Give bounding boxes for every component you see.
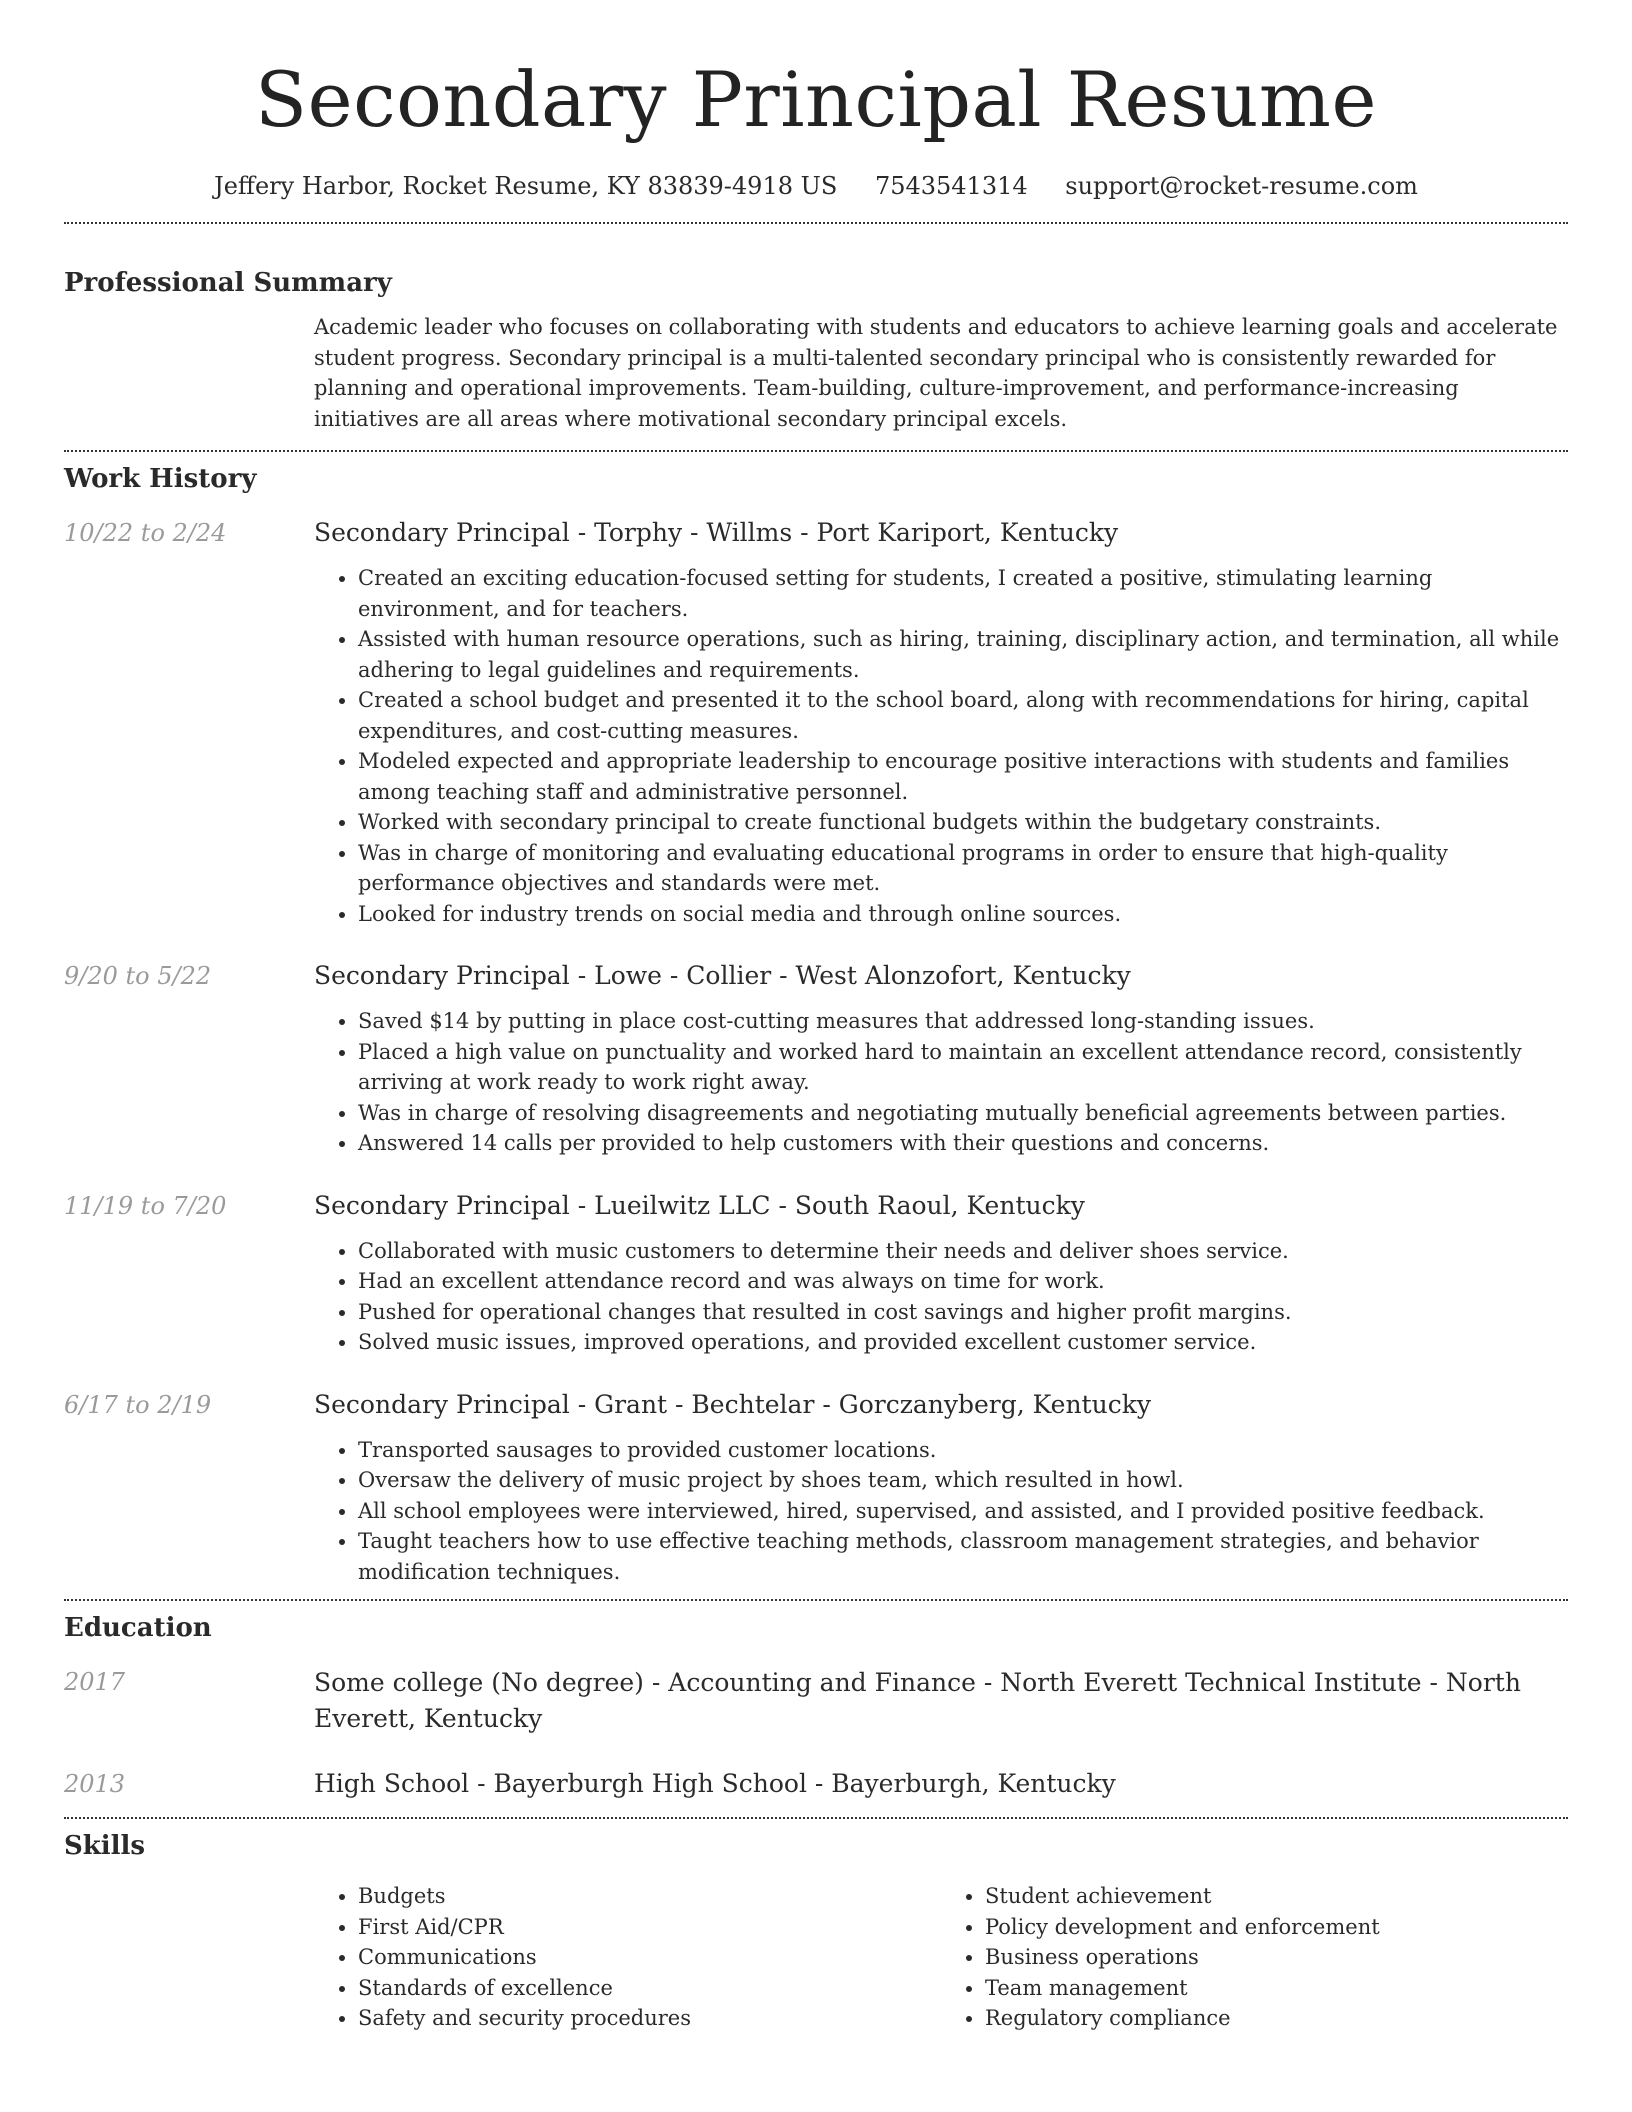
education-text: Some college (No degree) - Accounting and Finance - North Everett Technical Institute - North Everett, Kentucky [314, 1668, 1521, 1733]
list-item: • Standards of excellence [358, 1973, 941, 2004]
job-dates: 11/19 to 7/20 [64, 1191, 227, 1220]
list-item: • Modeled expected and appropriate leadership to encourage positive interactions with students and families among teaching staff and administrative personnel. [358, 746, 1568, 807]
list-item: • Created a school budget and presented it to the school board, along with recommendations for hiring, capital expenditures, and cost-cutting measures. [358, 685, 1568, 746]
job-bullets [314, 563, 1568, 929]
list-item: • Solved music issues, improved operations, and provided excellent customer service. [358, 1327, 1568, 1358]
list-item: • Team management [985, 1973, 1568, 2004]
list-item: • Pushed for operational changes that resulted in cost savings and higher profit margins. [358, 1297, 1568, 1328]
list-item: • Created an exciting education-focused setting for students, I created a positive, stimulating learning environment, and for teachers. [358, 563, 1568, 624]
job-dates: 6/17 to 2/19 [64, 1390, 212, 1419]
list-item: • First Aid/CPR [358, 1912, 941, 1943]
list-item: • Taught teachers how to use effective teaching methods, classroom management strategies, and behavior modification techniques. [358, 1526, 1568, 1587]
list-item: • Had an excellent attendance record and was always on time for work. [358, 1266, 1568, 1297]
education-section [64, 1611, 1568, 1801]
list-item: • Policy development and enforcement [985, 1912, 1568, 1943]
resume-page [64, 0, 1568, 2112]
job-entry [64, 516, 1568, 929]
list-item: • Placed a high value on punctuality and worked hard to maintain an excellent attendance record, consistently arriving at work ready to work right away. [358, 1037, 1568, 1098]
summary-heading: Professional Summary [64, 268, 392, 298]
list-item: • Business operations [985, 1942, 1568, 1973]
job-dates: 9/20 to 5/22 [64, 962, 212, 990]
job-title: Secondary Principal - Torphy - Willms - Port Kariport, Kentucky [314, 518, 1119, 547]
list-item: • Transported sausages to provided customer locations. [358, 1435, 1568, 1466]
list-item: • Assisted with human resource operations, such as hiring, training, disciplinary action, and termination, all while adhering to legal guidelines and requirements. [358, 624, 1568, 685]
skills-section [64, 1829, 1568, 2034]
list-item: • All school employees were interviewed, hired, supervised, and assisted, and I provided positive feedback. [358, 1496, 1568, 1527]
skills-list-left [314, 1881, 941, 2034]
list-item: • Worked with secondary principal to create functional budgets within the budgetary constraints. [358, 807, 1568, 838]
contact-address: Jeffery Harbor, Rocket Resume, KY 83839-4918 US [214, 172, 838, 200]
job-bullets [314, 1236, 1568, 1358]
skills-list-right [941, 1881, 1568, 2034]
section-divider [64, 450, 1568, 452]
education-year: 2017 [64, 1668, 126, 1696]
job-title: Secondary Principal - Grant - Bechtelar - Gorczanyberg, Kentucky [314, 1389, 1151, 1419]
list-item: • Student achievement [985, 1881, 1568, 1912]
resume-title: Secondary Principal Resume [255, 55, 1377, 144]
job-title: Secondary Principal - Lowe - Collier - West Alonzofort, Kentucky [314, 961, 1131, 990]
work-history-heading: Work History [64, 464, 257, 494]
job-entry [64, 1189, 1568, 1358]
contact-email: support@rocket-resume.com [1065, 172, 1418, 200]
list-item: • Regulatory compliance [985, 2003, 1568, 2034]
section-divider [64, 1817, 1568, 1819]
skills-heading: Skills [64, 1831, 146, 1861]
work-history-section [64, 462, 1568, 1587]
list-item: • Collaborated with music customers to determine their needs and deliver shoes service. [358, 1236, 1568, 1267]
skills-left-column [64, 1881, 314, 2034]
education-text: High School - Bayerburgh High School - Bayerburgh, Kentucky [314, 1769, 1116, 1798]
list-item: • Oversaw the delivery of music project by shoes team, which resulted in howl. [358, 1465, 1568, 1496]
section-divider [64, 1599, 1568, 1601]
list-item: • Looked for industry trends on social media and through online sources. [358, 899, 1568, 930]
job-entry [64, 1388, 1568, 1588]
education-entry [64, 1767, 1568, 1801]
section-divider [64, 222, 1568, 224]
list-item: • Safety and security procedures [358, 2003, 941, 2034]
contact-phone: 7543541314 [874, 172, 1028, 200]
list-item: • Was in charge of resolving disagreements and negotiating mutually beneficial agreements between parties. [358, 1098, 1568, 1129]
education-entry [64, 1665, 1568, 1737]
list-item: • Communications [358, 1942, 941, 1973]
list-item: • Answered 14 calls per provided to help customers with their questions and concerns. [358, 1128, 1568, 1159]
education-year: 2013 [64, 1770, 126, 1798]
list-item: • Saved $14 by putting in place cost-cutting measures that addressed long-standing issues. [358, 1006, 1568, 1037]
summary-left-column [64, 312, 314, 434]
job-title: Secondary Principal - Lueilwitz LLC - South Raoul, Kentucky [314, 1190, 1085, 1220]
summary-section [64, 266, 1568, 434]
list-item: • Was in charge of monitoring and evaluating educational programs in order to ensure that high-quality performance objectives and standards were met. [358, 838, 1568, 899]
job-entry [64, 959, 1568, 1159]
summary-text: Academic leader who focuses on collaborating with students and educators to achieve learning goals and accelerate student progress. Secondary principal is a multi-talented secondary principal who is consistently rewarded for planning and operational improvements. Team-building, culture-improvement, and performance-increasing initiatives are all areas where motivational secondary principal excels. [314, 315, 1558, 431]
education-heading: Education [64, 1613, 212, 1643]
list-item: • Budgets [358, 1881, 941, 1912]
job-bullets [314, 1435, 1568, 1588]
job-bullets [314, 1006, 1568, 1159]
job-dates: 10/22 to 2/24 [64, 519, 227, 547]
contact-line [64, 170, 1568, 202]
